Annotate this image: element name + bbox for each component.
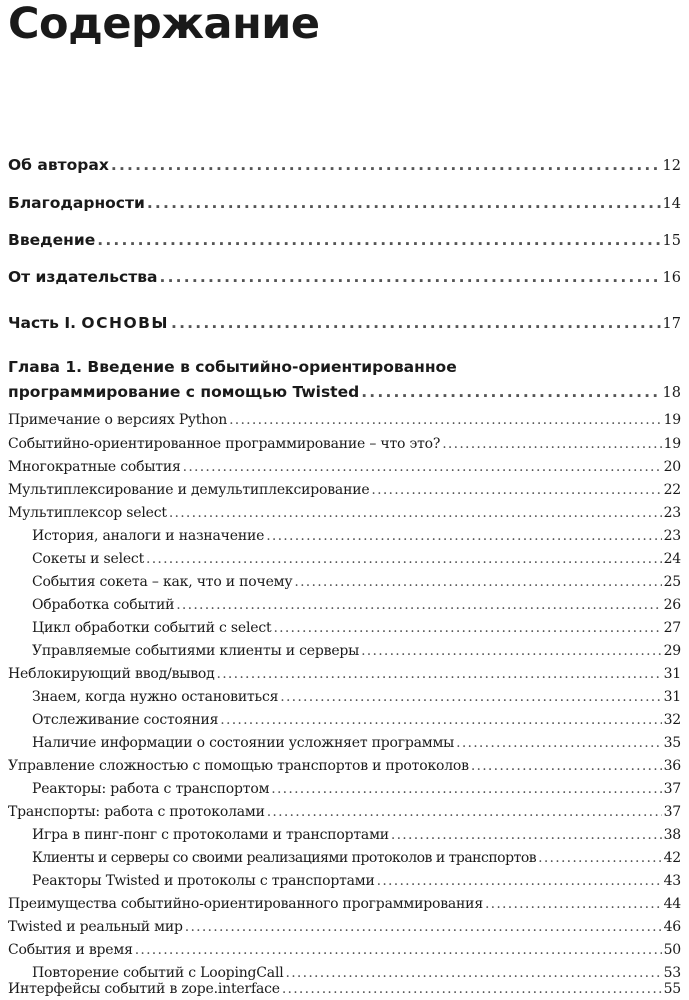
toc-label: Управление сложностью с помощью транспортов и протоколов	[8, 758, 469, 774]
toc-page-number: 27	[663, 620, 681, 636]
toc-entry	[8, 981, 681, 997]
toc-label: Реакторы: работа с транспортом	[32, 781, 270, 797]
dot-leader	[217, 666, 662, 682]
toc-label: Об авторах	[8, 156, 109, 174]
toc-entry	[8, 482, 681, 498]
dot-leader	[377, 873, 662, 889]
toc-label: Неблокирующий ввод/вывод	[8, 666, 215, 682]
toc-entry-part-1	[8, 314, 681, 332]
toc-page-number: 25	[663, 574, 681, 590]
toc-page-number: 17	[662, 316, 681, 332]
toc-label: Транспорты: работа с протоколами	[8, 804, 265, 820]
toc-subentry	[32, 643, 681, 659]
toc-entry	[8, 505, 681, 521]
dot-leader	[171, 314, 661, 332]
toc-label: Интерфейсы событий в zope.interface	[8, 981, 280, 997]
toc-page-number: 23	[663, 505, 681, 521]
toc-page-number: 43	[663, 873, 681, 889]
toc-label: Обработка событий	[32, 597, 175, 613]
toc-label: Многократные события	[8, 459, 181, 475]
toc-page-number: 18	[662, 385, 681, 401]
dot-leader	[97, 231, 660, 249]
toc-label: История, аналоги и назначение	[32, 528, 265, 544]
dot-leader	[282, 981, 662, 997]
toc-page-number: 19	[663, 436, 681, 452]
dot-leader	[456, 735, 661, 751]
toc-entry	[8, 896, 681, 912]
toc-subentry	[32, 850, 681, 866]
toc-entry	[8, 919, 681, 935]
toc-entry	[8, 412, 681, 428]
dot-leader	[391, 827, 662, 843]
toc-page-number: 37	[663, 781, 681, 797]
toc-label: Цикл обработки событий с select	[32, 620, 272, 636]
toc-page-number: 42	[663, 850, 681, 866]
toc-page-number: 36	[663, 758, 681, 774]
chapter-title-line-1: Глава 1. Введение в событийно-ориентированное	[8, 358, 457, 376]
dot-leader	[169, 505, 662, 521]
toc-entry	[8, 758, 681, 774]
toc-page-number: 35	[663, 735, 681, 751]
dot-leader	[471, 758, 662, 774]
toc-entry	[8, 436, 681, 452]
dot-leader	[220, 712, 661, 728]
dot-leader	[371, 482, 661, 498]
dot-leader	[160, 268, 661, 286]
toc-label: Введение	[8, 231, 96, 249]
dot-leader	[146, 551, 662, 567]
toc-label: Примечание о версиях Python	[8, 412, 228, 428]
dot-leader	[229, 412, 662, 428]
toc-page-number: 29	[663, 643, 681, 659]
toc-label: Мультиплексор select	[8, 505, 167, 521]
toc-subentry	[32, 873, 681, 889]
toc-subentry	[32, 712, 681, 728]
toc-label: Отслеживание состояния	[32, 712, 219, 728]
toc-page-number: 53	[663, 965, 681, 981]
toc-label: Знаем, когда нужно остановиться	[32, 689, 279, 705]
dot-leader	[147, 194, 661, 212]
toc-page-number: 44	[663, 896, 681, 912]
toc-label: От издательства	[8, 268, 158, 286]
toc-label: Благодарности	[8, 194, 145, 212]
toc-subentry	[32, 781, 681, 797]
toc-label: Сокеты и select	[32, 551, 144, 567]
dot-leader	[273, 620, 661, 636]
toc-page-number: 19	[663, 412, 681, 428]
toc-entry-acknowledgements	[8, 194, 681, 212]
toc-label: Наличие информации о состоянии усложняет программы	[32, 735, 455, 751]
toc-label: События и время	[8, 942, 133, 958]
toc-label: Игра в пинг-понг с протоколами и транспортами	[32, 827, 389, 843]
part-title: ОСНОВЫ	[81, 314, 169, 332]
dot-leader	[286, 965, 662, 981]
toc-page-number: 50	[663, 942, 681, 958]
dot-leader	[183, 459, 662, 475]
dot-leader	[267, 804, 662, 820]
toc-label: Повторение событий с LoopingCall	[32, 965, 284, 981]
toc-entry	[8, 459, 681, 475]
dot-leader	[176, 597, 661, 613]
page-title: Содержание	[8, 0, 320, 49]
dot-leader	[361, 383, 660, 401]
toc-label: Мультиплексирование и демультиплексирование	[8, 482, 370, 498]
toc-page-number: 37	[663, 804, 681, 820]
toc-subentry	[32, 689, 681, 705]
toc-subentry	[32, 574, 681, 590]
toc-page-number: 15	[662, 233, 681, 249]
toc-subentry	[32, 735, 681, 751]
toc-page-number: 14	[662, 196, 681, 212]
toc-label: Twisted и реальный мир	[8, 919, 183, 935]
toc-entry	[8, 666, 681, 682]
toc-page-number: 31	[663, 666, 681, 682]
toc-page-number: 20	[663, 459, 681, 475]
dot-leader	[442, 436, 661, 452]
toc-label: События сокета – как, что и почему	[32, 574, 293, 590]
toc-page-number: 38	[663, 827, 681, 843]
toc-label: Преимущества событийно-ориентированного программирования	[8, 896, 483, 912]
dot-leader	[538, 850, 661, 866]
dot-leader	[185, 919, 662, 935]
dot-leader	[266, 528, 661, 544]
toc-entry-about-authors	[8, 156, 681, 174]
dot-leader	[135, 942, 662, 958]
toc-label	[8, 314, 169, 332]
toc-entry-chapter-1	[8, 383, 681, 401]
toc-page-number: 46	[663, 919, 681, 935]
toc-subentry	[32, 551, 681, 567]
dot-leader	[294, 574, 661, 590]
toc-page-number: 32	[663, 712, 681, 728]
dot-leader	[485, 896, 662, 912]
toc-page-number: 55	[663, 981, 681, 997]
toc-subentry	[32, 965, 681, 981]
toc-label: программирование с помощью Twisted	[8, 383, 360, 401]
toc-page-number: 16	[662, 270, 681, 286]
dot-leader	[361, 643, 661, 659]
toc-page-number: 22	[663, 482, 681, 498]
toc-entry	[8, 804, 681, 820]
toc-subentry	[32, 528, 681, 544]
toc-page-number: 12	[662, 158, 681, 174]
toc-subentry	[32, 827, 681, 843]
toc-page-number: 31	[663, 689, 681, 705]
toc-entry	[8, 942, 681, 958]
toc-page-number: 26	[663, 597, 681, 613]
toc-entry-publisher	[8, 268, 681, 286]
toc-label: Клиенты и серверы со своими реализациями протоколов и транспортов	[32, 850, 537, 866]
toc-subentry	[32, 597, 681, 613]
toc-entry-introduction	[8, 231, 681, 249]
toc-page-number: 24	[663, 551, 681, 567]
toc-label: Событийно-ориентированное программирование – что это?	[8, 436, 441, 452]
toc-label: Управляемые событиями клиенты и серверы	[32, 643, 360, 659]
dot-leader	[280, 689, 661, 705]
dot-leader	[271, 781, 661, 797]
dot-leader	[111, 156, 661, 174]
toc-subentry	[32, 620, 681, 636]
toc-label: Реакторы Twisted и протоколы с транспортами	[32, 873, 375, 889]
part-prefix: Часть I.	[8, 314, 77, 332]
toc-page-number: 23	[663, 528, 681, 544]
